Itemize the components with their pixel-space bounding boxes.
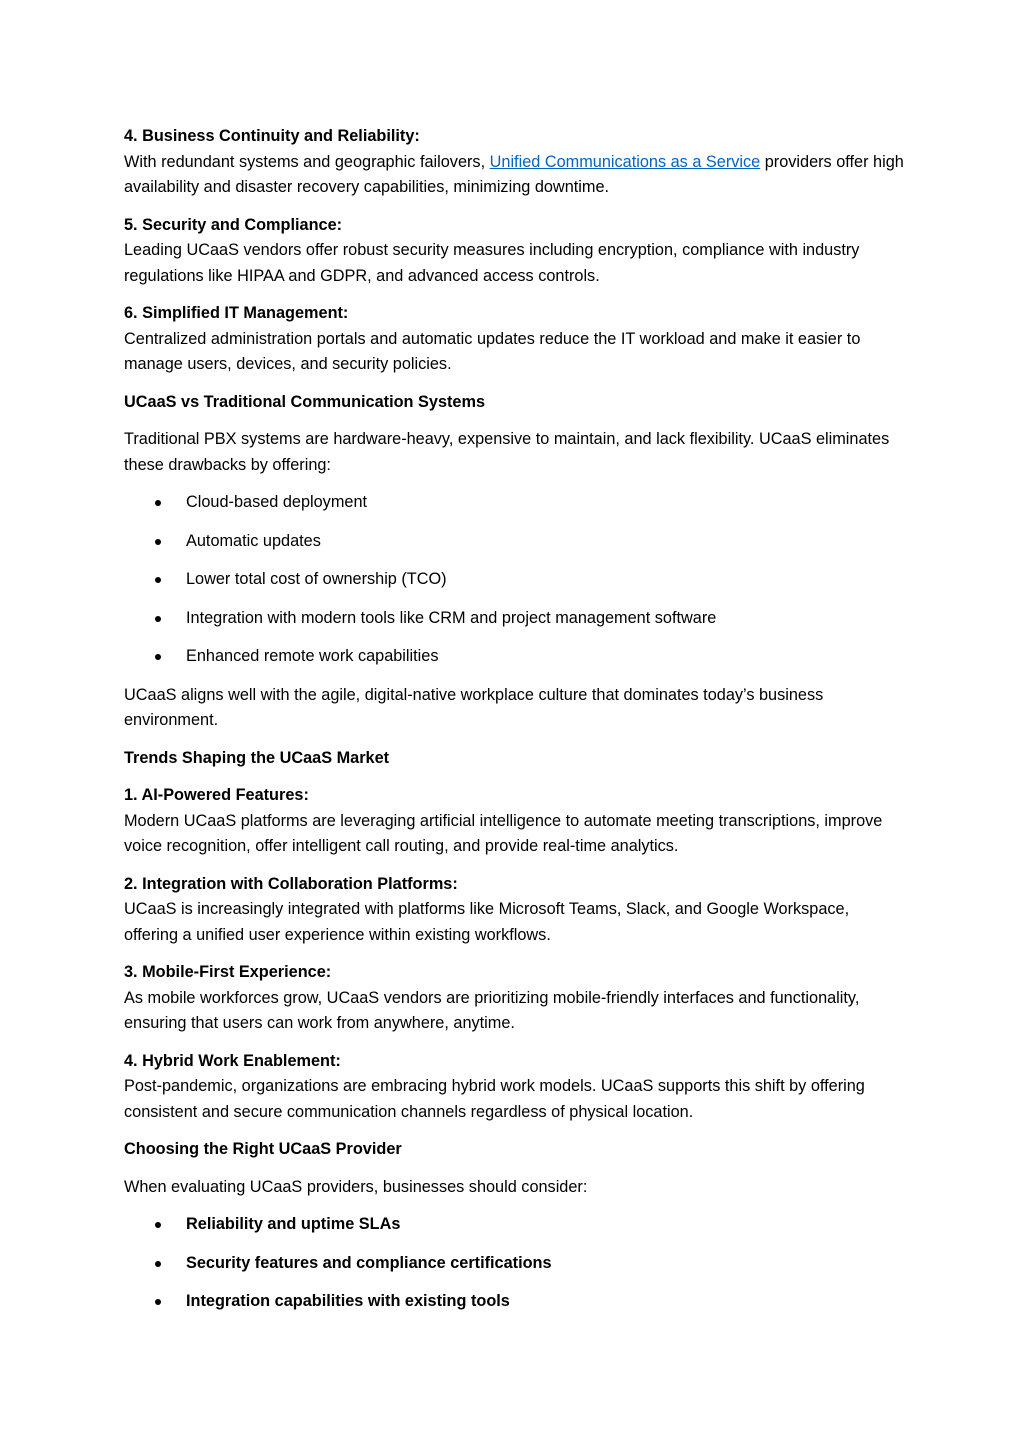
trend-ai-section xyxy=(124,783,904,860)
trend-text: UCaaS is increasingly integrated with platforms like Microsoft Teams, Slack, and Google Workspace, offering a unified user experience within existing workflows. xyxy=(124,900,850,944)
trend-hybrid-section xyxy=(124,1049,904,1126)
bullet-icon xyxy=(155,616,161,622)
bullet-icon xyxy=(155,1222,161,1228)
list-item xyxy=(124,529,904,555)
bullet-icon xyxy=(155,1261,161,1267)
choosing-intro: When evaluating UCaaS providers, businesses should consider: xyxy=(124,1177,588,1196)
ucaas-link[interactable]: Unified Communications as a Service xyxy=(489,152,761,171)
list-item xyxy=(124,1289,904,1315)
choosing-title: Choosing the Right UCaaS Provider xyxy=(124,1140,402,1158)
list-item xyxy=(124,644,904,670)
it-management-section xyxy=(124,301,904,378)
it-management-text: Centralized administration portals and automatic updates reduce the IT workload and make it easier to manage users, devices, and security policies. xyxy=(124,329,861,373)
list-item-text: Lower total cost of ownership (TCO) xyxy=(186,570,447,588)
document-page xyxy=(124,124,904,1328)
trend-heading: 3. Mobile-First Experience: xyxy=(124,963,332,981)
continuity-heading: 4. Business Continuity and Reliability: xyxy=(124,127,420,145)
trend-heading: 2. Integration with Collaboration Platforms: xyxy=(124,874,458,893)
choosing-bullet-list xyxy=(124,1212,904,1315)
trend-text: Post-pandemic, organizations are embracing hybrid work models. UCaaS supports this shift by offering consistent and secure communication channels regardless of physical location. xyxy=(124,1077,865,1121)
it-management-heading: 6. Simplified IT Management: xyxy=(124,304,349,322)
list-item xyxy=(124,1212,904,1238)
list-item xyxy=(124,1251,904,1277)
bullet-icon xyxy=(155,1299,161,1305)
bullet-icon xyxy=(155,577,161,583)
list-item-text: Security features and compliance certifications xyxy=(186,1253,552,1272)
list-item-text: Automatic updates xyxy=(186,531,321,550)
list-item xyxy=(124,490,904,516)
bullet-icon xyxy=(155,539,161,545)
trend-mobile-section xyxy=(124,960,904,1037)
list-item-text: Integration with modern tools like CRM and project management software xyxy=(186,608,717,627)
bullet-icon xyxy=(155,654,161,660)
trend-heading: 4. Hybrid Work Enablement: xyxy=(124,1051,341,1070)
continuity-text-after: providers offer high availability and disaster recovery capabilities, minimizing downtime. xyxy=(124,152,904,196)
list-item xyxy=(124,606,904,632)
list-item-text: Integration capabilities with existing tools xyxy=(186,1292,510,1310)
security-heading: 5. Security and Compliance: xyxy=(124,215,343,234)
trend-text: Modern UCaaS platforms are leveraging artificial intelligence to automate meeting transcriptions, improve voice recognition, offer intelligent call routing, and provide real-time analytics. xyxy=(124,811,883,855)
trend-heading: 1. AI-Powered Features: xyxy=(124,786,309,804)
list-item-text: Reliability and uptime SLAs xyxy=(186,1215,401,1233)
continuity-section xyxy=(124,124,904,201)
vs-traditional-outro: UCaaS aligns well with the agile, digital-native workplace culture that dominates today’s business environment. xyxy=(124,685,824,729)
continuity-text xyxy=(124,150,904,201)
trend-text: As mobile workforces grow, UCaaS vendors are prioritizing mobile-friendly interfaces and functionality, ensuring that users can work from anywhere, anytime. xyxy=(124,988,860,1032)
continuity-text-before: With redundant systems and geographic failovers, xyxy=(124,152,490,171)
list-item xyxy=(124,567,904,593)
security-section xyxy=(124,213,904,290)
vs-traditional-intro: Traditional PBX systems are hardware-heavy, expensive to maintain, and lack flexibility. UCaaS eliminates these drawbacks by offering: xyxy=(124,430,890,474)
trend-collaboration-section xyxy=(124,872,904,949)
vs-traditional-bullet-list xyxy=(124,490,904,670)
vs-traditional-title: UCaaS vs Traditional Communication Systems xyxy=(124,392,486,411)
list-item-text: Enhanced remote work capabilities xyxy=(186,647,439,665)
trends-title: Trends Shaping the UCaaS Market xyxy=(124,748,390,767)
security-text: Leading UCaaS vendors offer robust security measures including encryption, compliance with industry regulations like HIPAA and GDPR, and advanced access controls. xyxy=(124,241,860,285)
list-item-text: Cloud-based deployment xyxy=(186,493,368,511)
bullet-icon xyxy=(155,500,161,506)
